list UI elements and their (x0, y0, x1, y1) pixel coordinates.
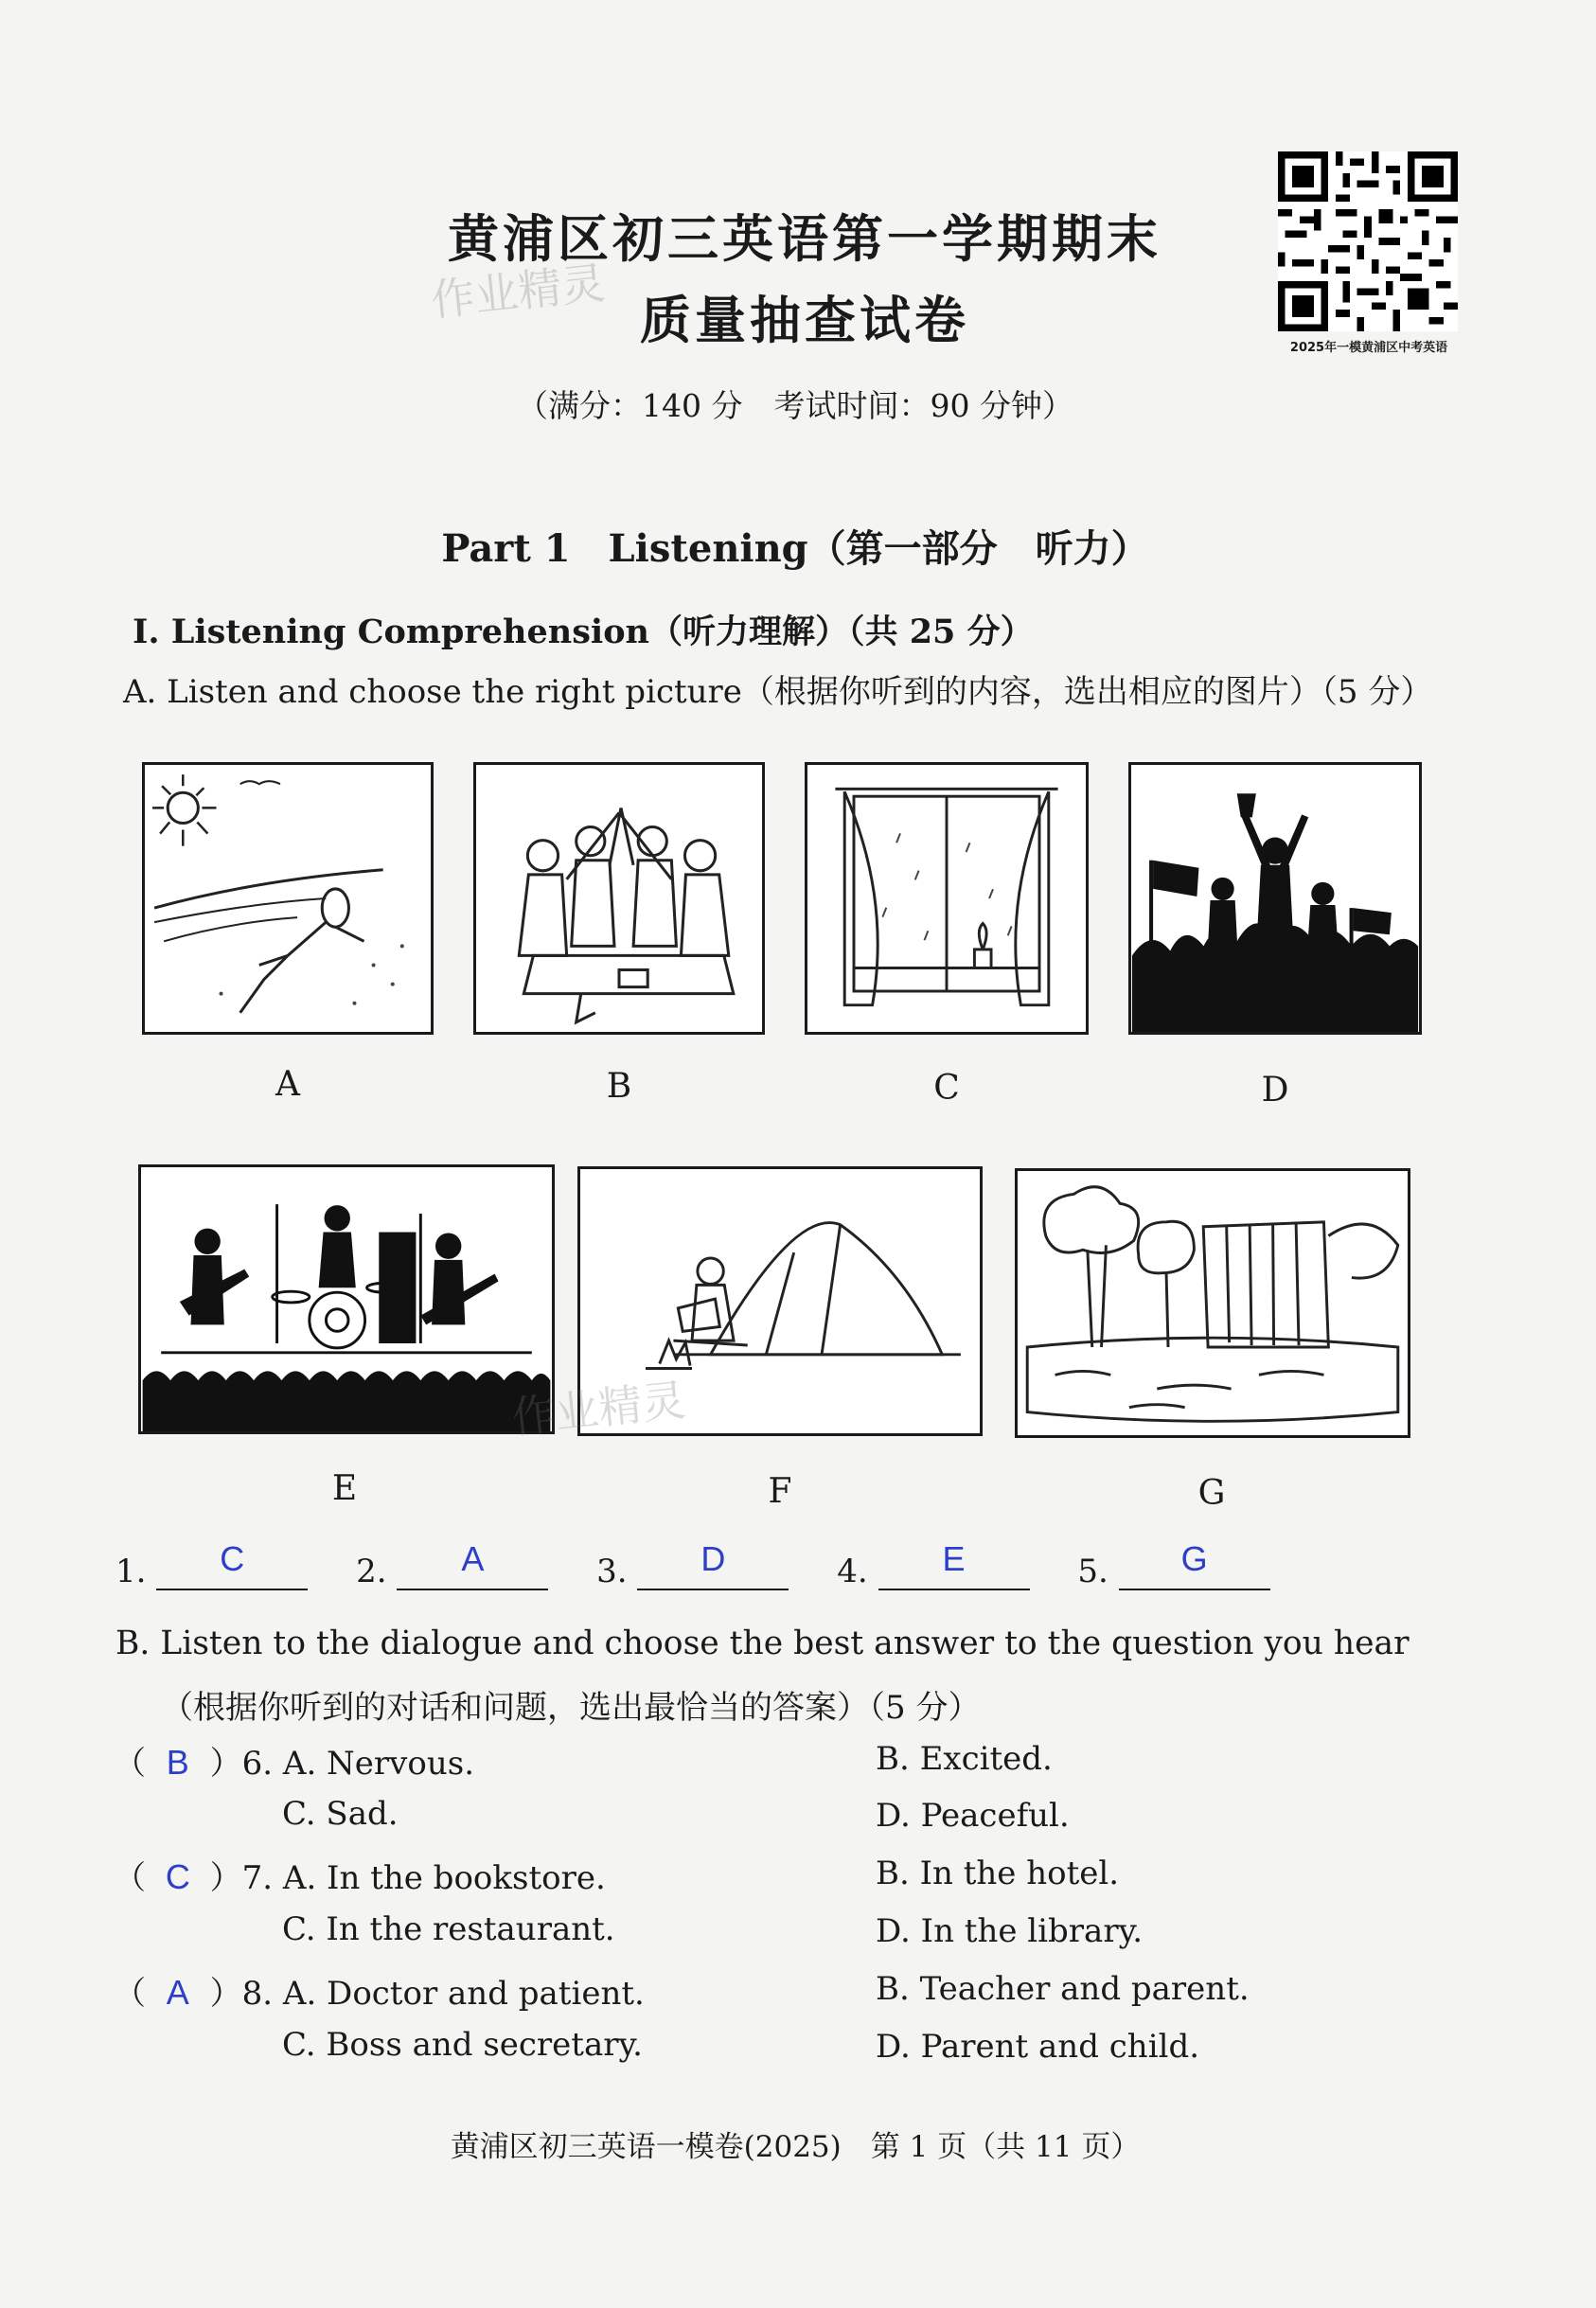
picture-label: E (331, 1469, 358, 1508)
option-c[interactable]: C. Boss and secretary. (282, 2026, 643, 2064)
beach-sun-icon (145, 765, 431, 1032)
question-7: （ C ）7. A. In the bookstore. (114, 1857, 606, 1897)
question-number: 7. (241, 1859, 274, 1897)
section-a-instruction: A. Listen and choose the right picture（根据你听到的内容，选出相应的图片）（5 分） (123, 673, 1433, 711)
question-6: （ B ）6. A. Nervous. (114, 1743, 475, 1783)
answer-row-a (115, 1539, 1270, 1590)
question-number: 2. (356, 1553, 387, 1590)
section-b-instruction-cn: （根据你听到的对话和问题，选出最恰当的答案）（5 分） (161, 1689, 981, 1727)
option-a[interactable]: A. In the bookstore. (282, 1859, 606, 1897)
answer-value: E (942, 1539, 966, 1578)
qr-code-icon[interactable] (1278, 151, 1458, 331)
picture-label: G (1197, 1474, 1226, 1513)
page-footer: 黄浦区初三英语一模卷(2025) 第 1 页（共 11 页） (450, 2130, 1141, 2164)
waterfall-forest-icon (1018, 1171, 1408, 1435)
answer-blank[interactable] (1119, 1539, 1270, 1590)
question-number: 3. (596, 1553, 628, 1590)
cheering-crowd-icon (1131, 765, 1419, 1032)
answer-value: D (700, 1539, 726, 1578)
picture-a[interactable] (142, 762, 434, 1035)
question-number: 8. (241, 1975, 274, 2013)
answer-value: A (461, 1539, 485, 1578)
watermark: 作业精灵 (508, 1374, 688, 1444)
answer-value: G (1180, 1539, 1208, 1578)
picture-c[interactable] (805, 762, 1089, 1035)
picture-label: C (933, 1069, 960, 1108)
picture-d[interactable] (1128, 762, 1422, 1035)
picture-label: A (275, 1065, 300, 1104)
high-five-team-icon (476, 765, 762, 1032)
picture-label: B (606, 1067, 632, 1106)
answer-value: A (166, 1973, 189, 2012)
answer-value: C (220, 1539, 245, 1578)
picture-g[interactable] (1015, 1168, 1410, 1438)
section-b-instruction: B. Listen to the dialogue and choose the best answer to the question you hear (115, 1624, 1410, 1662)
option-d[interactable]: D. Peaceful. (876, 1797, 1070, 1835)
option-a[interactable]: A. Doctor and patient. (282, 1975, 645, 2013)
option-b[interactable]: B. Excited. (876, 1740, 1053, 1778)
option-d[interactable]: D. In the library. (876, 1912, 1144, 1950)
answer-value: B (166, 1743, 189, 1782)
score-info: （满分：140 分 考试时间：90 分钟） (517, 387, 1073, 424)
option-c[interactable]: C. Sad. (282, 1795, 399, 1833)
watermark: 作业精灵 (428, 257, 608, 327)
picture-label: F (768, 1472, 792, 1511)
answer-blank[interactable] (637, 1539, 789, 1590)
option-a[interactable]: A. Nervous. (282, 1745, 475, 1783)
picture-label: D (1261, 1071, 1289, 1110)
section-heading: Ⅰ. Listening Comprehension（听力理解）（共 25 分） (133, 613, 1034, 651)
question-number: 1. (115, 1553, 147, 1590)
answer-blank[interactable] (397, 1539, 548, 1590)
option-b[interactable]: B. Teacher and parent. (876, 1970, 1250, 2008)
answer-value: C (165, 1857, 190, 1896)
question-number: 6. (241, 1745, 274, 1783)
answer-blank[interactable] (878, 1539, 1030, 1590)
question-number: 4. (837, 1553, 868, 1590)
option-d[interactable]: D. Parent and child. (876, 2028, 1200, 2066)
part-heading: Part 1 Listening（第一部分 听力） (441, 526, 1149, 571)
exam-title-line1: 黄浦区初三英语第一学期期末 (448, 209, 1162, 269)
option-b[interactable]: B. In the hotel. (876, 1855, 1120, 1892)
qr-caption: 2025年一模黄浦区中考英语 (1289, 341, 1448, 355)
rainy-window-icon (807, 765, 1086, 1032)
question-number: 5. (1077, 1553, 1108, 1590)
rock-band-icon (141, 1167, 552, 1431)
picture-e[interactable] (138, 1164, 555, 1434)
picture-b[interactable] (473, 762, 765, 1035)
answer-blank[interactable] (156, 1539, 308, 1590)
question-8: （ A ）8. A. Doctor and patient. (114, 1973, 645, 2013)
exam-title-line2: 质量抽查试卷 (640, 291, 969, 350)
option-c[interactable]: C. In the restaurant. (282, 1910, 615, 1948)
